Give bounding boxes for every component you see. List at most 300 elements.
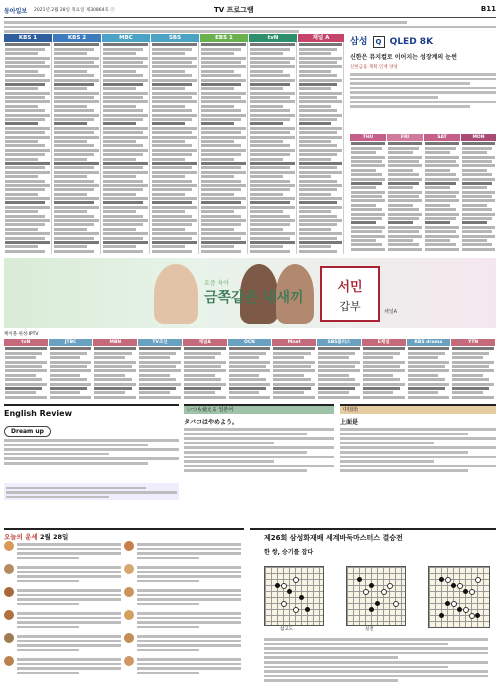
black-stone <box>445 601 450 606</box>
section-title: TV 프로그램 <box>214 6 254 14</box>
schedule-line <box>54 158 87 161</box>
schedule-line <box>152 105 185 108</box>
schedule-line <box>425 178 459 181</box>
column-body <box>249 42 297 254</box>
schedule-line <box>250 166 290 169</box>
schedule-line <box>5 232 50 235</box>
schedule-line <box>152 65 197 68</box>
schedule-line <box>408 396 450 399</box>
chinese-lesson-box <box>340 404 496 526</box>
schedule-line <box>425 213 459 216</box>
schedule-line <box>229 369 271 372</box>
schedule-line <box>462 235 495 238</box>
schedule-line <box>94 352 131 355</box>
schedule-line <box>139 361 181 364</box>
schedule-line <box>152 201 192 204</box>
black-stone <box>439 577 444 582</box>
schedule-line <box>54 43 99 46</box>
schedule-line <box>201 171 246 174</box>
schedule-column <box>53 34 101 254</box>
black-stone <box>375 601 380 606</box>
schedule-line <box>351 221 376 224</box>
schedule-line <box>201 96 241 99</box>
schedule-line <box>201 48 241 51</box>
schedule-line <box>5 237 45 240</box>
schedule-line <box>462 243 492 246</box>
horoscope-entry <box>137 633 241 651</box>
white-stone <box>363 589 369 595</box>
schedule-line <box>139 378 176 381</box>
schedule-line <box>50 356 81 359</box>
weekday-head: THU <box>350 134 386 141</box>
schedule-line <box>5 241 50 244</box>
schedule-line <box>103 136 148 139</box>
schedule-line <box>152 83 192 86</box>
schedule-line <box>299 223 337 226</box>
schedule-line <box>103 83 143 86</box>
horoscope-body <box>4 541 244 681</box>
schedule-line <box>363 383 405 386</box>
schedule-line <box>452 378 489 381</box>
schedule-line <box>201 105 234 108</box>
schedule-line <box>54 105 87 108</box>
schedule-line <box>318 378 355 381</box>
schedule-line <box>388 226 422 229</box>
schedule-line <box>54 210 87 213</box>
schedule-line <box>250 188 290 191</box>
ad-subline: 신한금융 계획 인재 양성 <box>350 65 398 70</box>
schedule-line <box>201 70 234 73</box>
schedule-line <box>201 206 246 209</box>
schedule-line <box>184 374 215 377</box>
schedule-line <box>250 96 290 99</box>
horoscope-entry <box>17 541 121 559</box>
schedule-line <box>5 92 50 95</box>
white-stone <box>457 583 463 589</box>
schedule-line <box>351 230 382 233</box>
schedule-line <box>103 57 148 60</box>
schedule-line <box>54 206 99 209</box>
schedule-line <box>452 396 494 399</box>
white-stone <box>469 613 475 619</box>
cable-column <box>183 339 227 401</box>
schedule-line <box>54 122 87 125</box>
black-stone <box>439 613 444 618</box>
schedule-line <box>462 208 492 211</box>
schedule-line <box>54 171 99 174</box>
schedule-line <box>351 239 376 242</box>
schedule-line <box>201 127 246 130</box>
schedule-line <box>273 374 304 377</box>
schedule-line <box>201 158 234 161</box>
schedule-line <box>184 365 221 368</box>
schedule-line <box>54 197 99 200</box>
schedule-line <box>103 228 136 231</box>
schedule-line <box>462 142 495 145</box>
cable-column <box>451 339 495 401</box>
schedule-line <box>250 237 290 240</box>
schedule-line <box>103 52 136 55</box>
schedule-line <box>425 182 456 185</box>
schedule-line <box>363 369 405 372</box>
schedule-line <box>273 378 310 381</box>
cable-column-head: JTBC <box>49 339 93 346</box>
column-body <box>53 42 101 254</box>
schedule-line <box>363 374 394 377</box>
black-stone <box>275 583 280 588</box>
schedule-line <box>351 213 385 216</box>
black-stone <box>357 577 362 582</box>
schedule-line <box>201 153 241 156</box>
schedule-line <box>5 193 38 196</box>
schedule-line <box>152 114 197 117</box>
schedule-line <box>250 228 283 231</box>
schedule-line <box>250 223 290 226</box>
schedule-line <box>250 52 283 55</box>
schedule-line <box>94 365 131 368</box>
schedule-line <box>425 248 459 251</box>
schedule-line <box>318 361 360 364</box>
schedule-line <box>363 356 394 359</box>
schedule-line <box>452 352 489 355</box>
white-stone <box>451 601 457 607</box>
schedule-line <box>103 188 143 191</box>
schedule-line <box>54 245 87 248</box>
schedule-line <box>299 43 342 46</box>
schedule-column <box>151 34 199 254</box>
schedule-line <box>103 180 143 183</box>
schedule-line <box>103 48 143 51</box>
schedule-line <box>152 180 192 183</box>
schedule-line <box>152 184 197 187</box>
schedule-line <box>388 204 413 207</box>
baduk-commentary <box>264 636 488 682</box>
schedule-line <box>184 383 226 386</box>
schedule-line <box>152 131 192 134</box>
schedule-line <box>425 226 459 229</box>
schedule-line <box>103 153 143 156</box>
japanese-lesson-box <box>184 404 334 526</box>
schedule-line <box>152 193 185 196</box>
zodiac-animal-icon <box>4 656 14 666</box>
schedule-line <box>299 241 342 244</box>
schedule-line <box>250 109 290 112</box>
zodiac-animal-icon <box>4 610 14 620</box>
schedule-line <box>299 57 342 60</box>
schedule-line <box>54 74 94 77</box>
schedule-line <box>250 43 295 46</box>
schedule-line <box>103 184 148 187</box>
schedule-line <box>5 250 45 253</box>
weekday-column <box>424 134 460 254</box>
schedule-line <box>5 52 38 55</box>
schedule-line <box>452 387 489 390</box>
board-caption: 참고도 <box>280 627 294 632</box>
schedule-line <box>318 356 349 359</box>
schedule-line <box>152 245 185 248</box>
schedule-line <box>54 109 94 112</box>
schedule-line <box>54 127 99 130</box>
schedule-line <box>462 186 487 189</box>
schedule-line <box>299 114 342 117</box>
schedule-line <box>54 140 87 143</box>
schedule-line <box>103 219 148 222</box>
schedule-line <box>152 219 197 222</box>
schedule-line <box>351 164 385 167</box>
schedule-line <box>103 193 136 196</box>
schedule-line <box>425 221 450 224</box>
schedule-line <box>152 232 197 235</box>
white-stone <box>393 601 399 607</box>
schedule-line <box>299 210 331 213</box>
schedule-line <box>152 228 185 231</box>
schedule-line <box>388 156 422 159</box>
schedule-line <box>152 96 192 99</box>
schedule-line <box>201 52 234 55</box>
schedule-line <box>5 361 47 364</box>
weekday-column <box>461 134 496 254</box>
schedule-line <box>184 361 226 364</box>
schedule-line <box>201 83 241 86</box>
cable-column <box>138 339 182 401</box>
cable-column-head: TV조선 <box>138 339 182 346</box>
schedule-line <box>273 396 315 399</box>
white-stone <box>381 589 387 595</box>
schedule-line <box>462 178 495 181</box>
schedule-line <box>5 383 47 386</box>
schedule-line <box>139 352 176 355</box>
schedule-line <box>425 142 459 145</box>
schedule-line <box>54 237 94 240</box>
white-stone <box>281 583 287 589</box>
schedule-line <box>425 160 456 163</box>
schedule-line <box>103 210 136 213</box>
schedule-line <box>103 215 143 218</box>
horoscope-entry <box>137 564 241 582</box>
schedule-line <box>152 215 192 218</box>
schedule-line <box>54 193 87 196</box>
schedule-line <box>201 92 246 95</box>
schedule-line <box>139 365 176 368</box>
channel-a-banner-ad <box>4 258 496 328</box>
schedule-line <box>388 164 422 167</box>
black-stone <box>457 607 462 612</box>
schedule-line <box>50 387 87 390</box>
schedule-line <box>388 248 422 251</box>
schedule-line <box>139 391 170 394</box>
schedule-line <box>50 365 87 368</box>
schedule-line <box>318 383 360 386</box>
schedule-line <box>462 160 492 163</box>
schedule-line <box>201 136 246 139</box>
black-stone <box>287 589 292 594</box>
schedule-line <box>250 250 290 253</box>
schedule-line <box>103 118 143 121</box>
schedule-line <box>5 171 50 174</box>
horoscope-entry <box>17 564 121 582</box>
schedule-line <box>462 239 487 242</box>
schedule-line <box>152 144 192 147</box>
cable-column-head: OCN <box>228 339 272 346</box>
schedule-line <box>5 374 36 377</box>
zodiac-animal-icon <box>4 564 14 574</box>
schedule-line <box>351 248 385 251</box>
schedule-line <box>452 369 494 372</box>
schedule-line <box>318 391 349 394</box>
schedule-line <box>250 201 290 204</box>
schedule-line <box>139 396 181 399</box>
schedule-line <box>5 140 38 143</box>
schedule-line <box>299 61 337 64</box>
schedule-line <box>408 383 450 386</box>
schedule-line <box>229 374 260 377</box>
schedule-line <box>201 219 246 222</box>
english-review-title: English Review <box>4 409 72 418</box>
schedule-line <box>250 153 290 156</box>
schedule-line <box>54 57 99 60</box>
schedule-line <box>318 352 355 355</box>
schedule-line <box>103 79 148 82</box>
schedule-line <box>299 48 337 51</box>
white-stone <box>445 577 451 583</box>
column-body <box>298 42 344 254</box>
schedule-line <box>425 239 450 242</box>
schedule-line <box>103 105 136 108</box>
weekday-column <box>350 134 386 254</box>
baduk-board <box>346 566 406 626</box>
schedule-line <box>5 57 50 60</box>
schedule-line <box>388 147 419 150</box>
schedule-line <box>54 114 99 117</box>
zodiac-animal-icon <box>124 587 134 597</box>
horoscope-date: 2월 28일 <box>39 533 69 541</box>
schedule-line <box>273 356 304 359</box>
schedule-line <box>103 122 136 125</box>
schedule-line <box>201 162 246 165</box>
schedule-line <box>299 79 342 82</box>
schedule-line <box>54 201 94 204</box>
schedule-line <box>54 96 94 99</box>
schedule-line <box>250 61 290 64</box>
schedule-line <box>54 70 87 73</box>
schedule-line <box>250 105 283 108</box>
expression-pill: Dream up <box>4 426 51 437</box>
schedule-line <box>152 153 192 156</box>
schedule-line <box>201 61 241 64</box>
schedule-line <box>152 122 185 125</box>
schedule-line <box>299 193 331 196</box>
schedule-line <box>363 347 405 350</box>
japanese-example: タバコはやめよう。 <box>184 419 238 426</box>
schedule-line <box>318 369 360 372</box>
horoscope-box <box>4 528 244 690</box>
schedule-line <box>425 243 456 246</box>
schedule-line <box>273 352 310 355</box>
schedule-line <box>452 347 494 350</box>
schedule-line <box>363 365 400 368</box>
schedule-line <box>425 208 456 211</box>
schedule-line <box>408 374 439 377</box>
black-stone <box>475 613 480 618</box>
schedule-line <box>5 180 45 183</box>
schedule-line <box>5 131 45 134</box>
schedule-line <box>152 206 197 209</box>
schedule-line <box>462 217 492 220</box>
schedule-line <box>54 118 94 121</box>
zodiac-animal-icon <box>124 541 134 551</box>
schedule-line <box>273 365 310 368</box>
schedule-line <box>94 378 131 381</box>
schedule-line <box>94 369 136 372</box>
schedule-line <box>152 57 197 60</box>
schedule-line <box>50 369 92 372</box>
schedule-line <box>201 232 246 235</box>
schedule-line <box>152 87 185 90</box>
schedule-line <box>388 235 422 238</box>
schedule-line <box>152 79 197 82</box>
q-icon: Q <box>373 36 385 48</box>
cable-column <box>228 339 272 401</box>
schedule-line <box>5 162 50 165</box>
black-stone <box>451 583 456 588</box>
schedule-line <box>139 383 181 386</box>
schedule-line <box>351 195 382 198</box>
schedule-line <box>250 83 290 86</box>
schedule-line <box>5 96 45 99</box>
schedule-line <box>201 188 241 191</box>
schedule-line <box>408 387 445 390</box>
schedule-line <box>5 144 45 147</box>
horoscope-entry <box>137 656 241 674</box>
schedule-line <box>425 191 459 194</box>
schedule-line <box>54 184 99 187</box>
schedule-line <box>5 153 45 156</box>
schedule-line <box>388 169 413 172</box>
schedule-line <box>54 232 99 235</box>
schedule-line <box>363 378 400 381</box>
schedule-line <box>408 391 439 394</box>
schedule-line <box>299 52 331 55</box>
schedule-line <box>5 105 38 108</box>
schedule-line <box>5 48 45 51</box>
schedule-line <box>152 61 192 64</box>
white-stone <box>293 607 299 613</box>
schedule-line <box>273 383 315 386</box>
cable-column <box>93 339 137 401</box>
schedule-line <box>201 180 241 183</box>
schedule-line <box>94 347 136 350</box>
schedule-line <box>388 160 419 163</box>
schedule-line <box>152 109 192 112</box>
horoscope-entry <box>17 656 121 674</box>
schedule-line <box>5 118 45 121</box>
schedule-line <box>299 96 337 99</box>
schedule-line <box>184 378 221 381</box>
schedule-line <box>5 65 50 68</box>
schedule-line <box>462 204 487 207</box>
schedule-line <box>299 149 342 152</box>
english-review-box <box>4 404 179 526</box>
schedule-line <box>103 158 136 161</box>
schedule-line <box>201 79 246 82</box>
schedule-line <box>388 217 419 220</box>
schedule-line <box>452 391 483 394</box>
schedule-line <box>103 162 148 165</box>
schedule-line <box>139 374 170 377</box>
schedule-line <box>250 162 295 165</box>
schedule-line <box>184 347 226 350</box>
schedule-line <box>5 387 42 390</box>
